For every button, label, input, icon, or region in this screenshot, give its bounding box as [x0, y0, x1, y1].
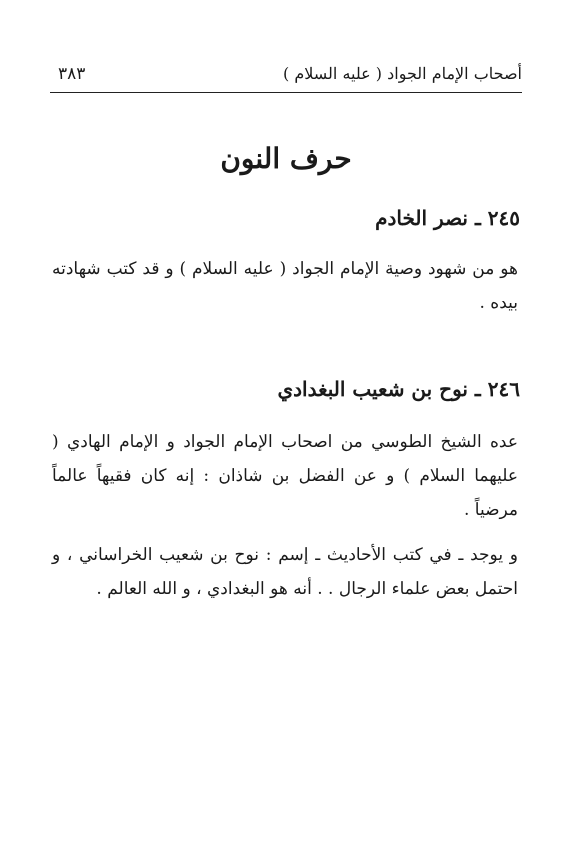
- entry-heading-246: ٢٤٦ ـ نوح بن شعيب البغدادي: [277, 377, 520, 401]
- entry-paragraph: و يوجد ـ في كتب الأحاديث ـ إسم : نوح بن شعيب الخراساني ، و احتمل بعض علماء الرجال . . أنه هو البغدادي ، و الله العالم .: [52, 545, 518, 599]
- entry-heading-245: ٢٤٥ ـ نصر الخادم: [375, 206, 520, 230]
- page-number: ٣٨٣: [58, 64, 86, 84]
- chapter-title: حرف النون: [220, 142, 352, 175]
- running-header: [50, 62, 522, 93]
- entry-paragraph: عده الشيخ الطوسي من اصحاب الإمام الجواد و الإمام الهادي ( عليهما السلام ) و عن الفضل بن شاذان : إنه كان فقيهاً عالماً مرضياً .: [52, 432, 518, 520]
- entry-paragraph: هو من شهود وصية الإمام الجواد ( عليه السلام ) و قد كتب شهادته بيده .: [52, 259, 518, 313]
- header-title: أصحاب الإمام الجواد ( عليه السلام ): [283, 64, 522, 83]
